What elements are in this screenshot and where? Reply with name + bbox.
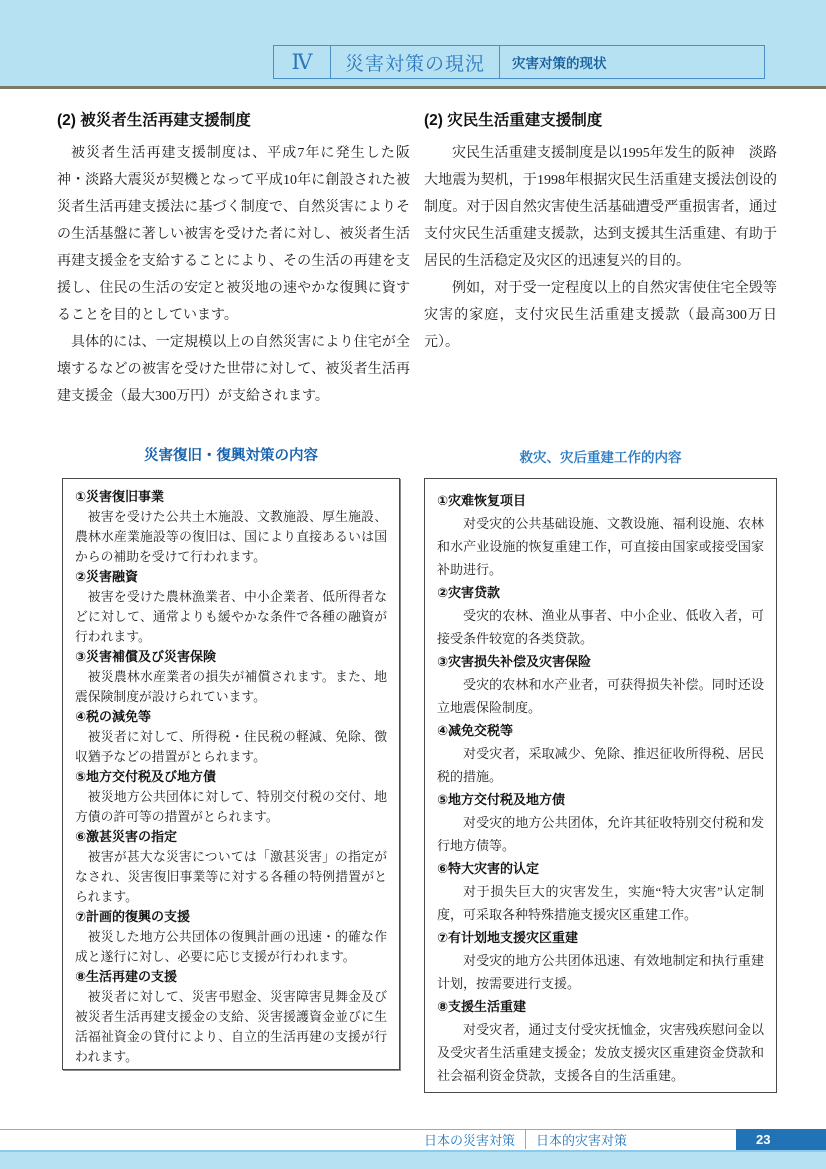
info-box-japanese	[62, 478, 400, 1070]
footer-title-zh: 日本的灾害对策	[536, 1133, 628, 1148]
paragraph-zh: 例如，对于受一定程度以上的自然灾害使住宅全毁等灾害的家庭，支付灾民生活重建支援款（最高300万日元）。	[424, 281, 777, 350]
box-item	[437, 857, 764, 926]
box-item-heading: ⑦計画的復興の支援	[75, 909, 191, 924]
chapter-title-ja: 災害対策の現況	[331, 46, 500, 78]
box-item-heading: ⑤地方交付税及地方债	[437, 792, 566, 807]
box-item	[437, 650, 764, 719]
box-item-body: 受灾的农林、渔业从事者、中小企业、低收入者，可接受条件较宽的各类贷款。	[437, 608, 764, 646]
section-heading-ja: (2) 被災者生活再建支援制度	[57, 112, 251, 129]
column-japanese	[57, 108, 410, 410]
box-item-body: 被害が甚大な災害については「激甚災害」の指定がなされ、災害復旧事業等に対する各種の特例措置がとられます。	[75, 850, 387, 904]
box-item	[437, 788, 764, 857]
box-item-heading: ①災害復旧事業	[75, 489, 165, 504]
bottom-band	[0, 1150, 826, 1169]
box-item-body: 被害を受けた公共土木施設、文教施設、厚生施設、農林水産業施設等の復旧は、国により直接あるいは国からの補助を受けて行われます。	[75, 510, 387, 564]
page-number-badge: 23	[736, 1129, 826, 1150]
box-item-body: 对于损失巨大的灾害发生，实施“特大灾害”认定制度，可采取各种特殊措施支援灾区重建工作。	[437, 884, 764, 922]
footer	[0, 1130, 826, 1149]
box-item	[437, 581, 764, 650]
box-item	[437, 926, 764, 995]
box-item-body: 被災者に対して、災害弔慰金、災害障害見舞金及び被災者生活再建支援金の支給、災害援護資金並びに生活福祉資金の貸付により、自立的生活再建の支援が行われます。	[75, 990, 387, 1064]
box-item-body: 被災地方公共団体に対して、特別交付税の交付、地方債の許可等の措置がとられます。	[75, 790, 387, 824]
section-heading-zh: (2) 灾民生活重建支援制度	[424, 112, 603, 129]
info-box-chinese	[424, 478, 777, 1093]
box-item-body: 对受灾的公共基础设施、文教设施、福利设施、农林和水产业设施的恢复重建工作，可直接由国家或接受国家补助进行。	[437, 516, 764, 577]
box-item-heading: ④税の減免等	[75, 709, 152, 724]
box-item-heading: ②災害融資	[75, 569, 139, 584]
footer-title-ja: 日本の災害対策	[423, 1133, 515, 1148]
box-item-body: 对受灾者，采取减少、免除、推迟征收所得税、居民税的措施。	[437, 746, 764, 784]
box-item	[75, 907, 387, 967]
box-item	[75, 567, 387, 647]
box-item-body: 对受灾的地方公共团体迅速、有效地制定和执行重建计划，按需要进行支援。	[437, 953, 764, 991]
box-item	[75, 487, 387, 567]
box-item-heading: ②灾害贷款	[437, 585, 501, 600]
box-item	[437, 719, 764, 788]
chapter-header	[273, 45, 765, 79]
box-item	[437, 995, 764, 1087]
paragraph-zh: 灾民生活重建支援制度是以1995年发生的阪神 淡路大地震为契机，于1998年根据灾民生活重建支援法创设的制度。对于因自然灾害使生活基础遭受严重损害者，通过支付灾民生活重建支援款，达到支援其生活重建、有助于居民的生活稳定及灾区的迅速复兴的目的。	[424, 146, 777, 269]
box-item-heading: ⑥激甚災害の指定	[75, 829, 178, 844]
paragraph-ja: 具体的には、一定規模以上の自然災害により住宅が全壊するなどの被害を受けた世帯に対して、被災者生活再建支援金（最大300万円）が支給されます。	[57, 335, 410, 404]
box-title-ja: 災害復旧・復興対策の内容	[144, 448, 318, 464]
box-item-heading: ⑧支援生活重建	[437, 999, 527, 1014]
box-item	[75, 647, 387, 707]
box-item-heading: ⑤地方交付税及び地方債	[75, 769, 217, 784]
box-item-heading: ①灾难恢复项目	[437, 493, 527, 508]
box-item-body: 被災者に対して、所得税・住民税の軽減、免除、徴収猶予などの措置がとられます。	[75, 730, 387, 764]
box-item-body: 被災農林水産業者の損失が補償されます。また、地震保険制度が設けられています。	[75, 670, 387, 704]
column-chinese	[424, 108, 777, 356]
paragraph-ja: 被災者生活再建支援制度は、平成7年に発生した阪神・淡路大震災が契機となって平成10年に創設された被災者生活再建支援法に基づく制度で、自然災害によりその生活基盤に著しい被害を受けた者に対し、被災者生活再建支援金を支給することにより、その生活の再建を支援し、住民の生活の安定と被災地の速やかな復興に資することを目的としています。	[57, 146, 410, 323]
box-item-body: 被害を受けた農林漁業者、中小企業者、低所得者などに対して、通常よりも緩やかな条件で各種の融資が行われます。	[75, 590, 387, 644]
box-item-heading: ③灾害损失补偿及灾害保险	[437, 654, 592, 669]
box-item-heading: ⑥特大灾害的认定	[437, 861, 540, 876]
box-item-body: 对受灾者，通过支付受灾抚恤金，灾害残疾慰问金以及受灾者生活重建支援金；发放支援灾区重建资金贷款和社会福利资金贷款，支援各自的生活重建。	[437, 1022, 764, 1083]
box-item-body: 对受灾的地方公共团体，允许其征收特别交付税和发行地方债等。	[437, 815, 764, 853]
box-item-heading: ③災害補償及び災害保険	[75, 649, 217, 664]
box-item-body: 受灾的农林和水产业者，可获得损失补偿。同时还设立地震保险制度。	[437, 677, 764, 715]
box-item-heading: ⑦有计划地支援灾区重建	[437, 930, 579, 945]
box-item-heading: ⑧生活再建の支援	[75, 969, 178, 984]
box-item-body: 被災した地方公共団体の復興計画の迅速・的確な作成と遂行に対し、必要に応じ支援が行われます。	[75, 930, 387, 964]
box-item	[75, 967, 387, 1067]
box-item	[75, 707, 387, 767]
box-item	[437, 489, 764, 581]
box-item	[75, 767, 387, 827]
chapter-title-zh: 灾害对策的现状	[512, 56, 607, 71]
box-item-heading: ④减免交税等	[437, 723, 514, 738]
box-title-zh: 救灾、灾后重建工作的内容	[519, 450, 682, 465]
box-item	[75, 827, 387, 907]
chapter-number: Ⅳ	[274, 46, 331, 78]
